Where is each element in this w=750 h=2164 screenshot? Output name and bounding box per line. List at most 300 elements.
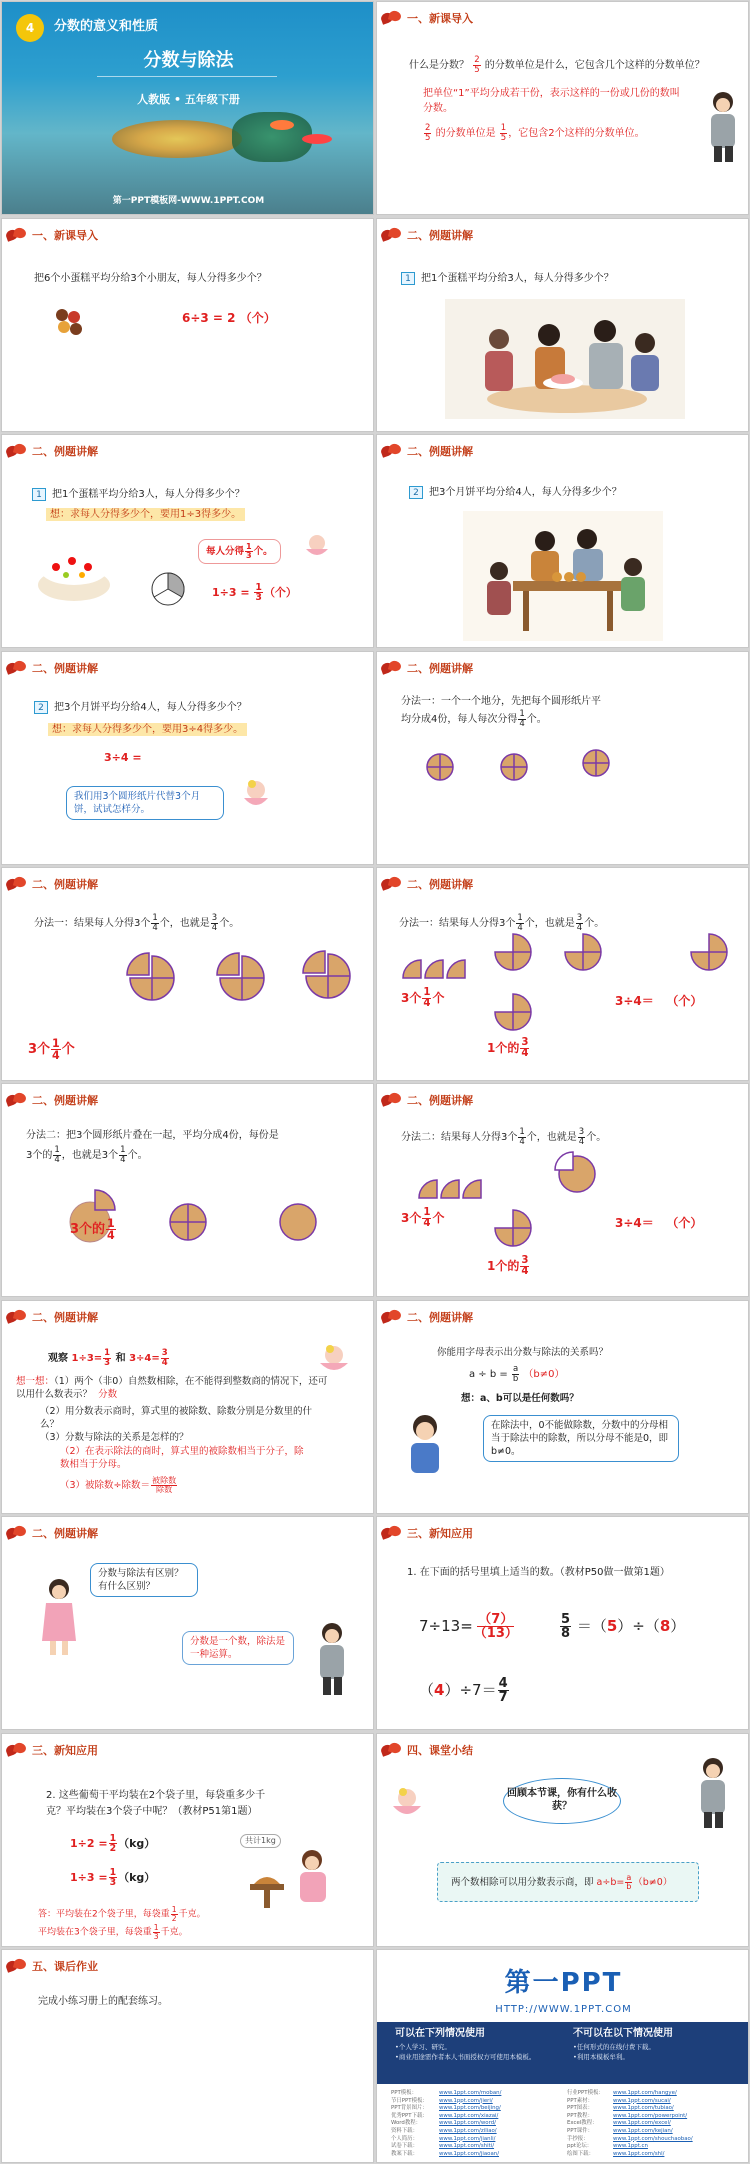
- fraction: [498, 1677, 509, 1704]
- numerator: 1: [519, 709, 525, 719]
- denominator: 4: [54, 1154, 60, 1165]
- link-row[interactable]: [391, 2105, 561, 2113]
- fraction: [254, 583, 263, 603]
- numerator: 1: [52, 1037, 60, 1050]
- link-url[interactable]: www.1ppt.com/jianli/: [439, 2135, 496, 2142]
- result-label: [70, 1218, 117, 1241]
- link-label: PPT课件：: [567, 2127, 593, 2134]
- slide-cover[interactable]: [1, 1, 374, 215]
- answer-2: [38, 1924, 188, 1940]
- three-quarter-circle-icon: [302, 950, 352, 1000]
- method-text-2: [401, 710, 547, 728]
- exercise-line-2: 克？平均装在3个袋子中呢？（教材P51第1题）: [46, 1806, 258, 1817]
- seaweed: [232, 112, 312, 162]
- ans2-unit: 千克。: [160, 1927, 188, 1938]
- leaf-icon: [6, 1743, 28, 1757]
- quarter-pieces-icon: [417, 1178, 483, 1200]
- cherub-icon: [238, 776, 274, 812]
- section-title: 三、新知应用: [32, 1744, 98, 1757]
- slide-method-2-intro[interactable]: [1, 1083, 374, 1297]
- r-text-3: 个。: [586, 1132, 607, 1143]
- link-url[interactable]: www.1ppt.com/hangye/: [613, 2090, 677, 2096]
- denominator: 4: [423, 998, 431, 1010]
- leaf-icon: [6, 444, 28, 458]
- section-header: [381, 658, 473, 678]
- m-text-3: 个。: [127, 1150, 148, 1161]
- link-url[interactable]: www.1ppt.com/xiazai/: [439, 2112, 499, 2119]
- m-text: 3个的: [26, 1150, 53, 1161]
- family-table-illustration: [445, 299, 685, 419]
- numerator: 3: [578, 1127, 585, 1137]
- homework-text: 完成小练习册上的配套练习。: [38, 1996, 168, 2007]
- eq-unit: （个）: [666, 1216, 703, 1230]
- link-row[interactable]: [567, 2098, 743, 2106]
- section-header: [381, 8, 473, 28]
- leaf-icon: [381, 11, 403, 25]
- problem-text: 把3个月饼平均分给4人，每人分得多少个？: [429, 487, 622, 498]
- e3-text: （: [419, 1681, 435, 1699]
- result-text: [399, 914, 604, 932]
- label-text: 3个: [28, 1042, 51, 1058]
- think-label: 想一想：: [16, 1376, 55, 1387]
- unit-title: 分数的意义和性质: [54, 19, 159, 34]
- section-title: 二、例题讲解: [32, 878, 98, 891]
- section-header: [381, 1523, 473, 1543]
- numerator: 1: [255, 582, 262, 593]
- question-2: 想：a、b可以是任何数吗？: [461, 1393, 579, 1404]
- eq-text: 1÷3 =: [212, 585, 250, 599]
- label-unit: 个: [432, 1211, 445, 1226]
- section-header: [381, 441, 473, 461]
- link-label: PPT素材：: [567, 2097, 593, 2104]
- label-3-quarters: [401, 988, 444, 1009]
- e2-text-2: ）÷（: [617, 1617, 660, 1635]
- slide-method-2-result[interactable]: [376, 1083, 749, 1297]
- equation: [615, 1216, 702, 1231]
- quartered-circle-icon: [581, 748, 611, 778]
- fraction: [171, 1906, 178, 1922]
- label-unit: 个: [432, 991, 445, 1006]
- three-quarter-circle-icon: [216, 952, 266, 1002]
- r-text-2: 个，也就是: [526, 1132, 577, 1143]
- label-text: 3个: [401, 1211, 422, 1226]
- e2-text-3: ）: [670, 1617, 686, 1635]
- bubble-unit: 个。: [253, 546, 273, 558]
- fish-icon: [270, 120, 294, 130]
- numerator: 1: [171, 1905, 177, 1914]
- equation: 6÷3 = 2 （个）: [182, 311, 276, 325]
- section-title: 二、例题讲解: [32, 1094, 98, 1107]
- answer-1: [38, 1906, 206, 1922]
- leaf-icon: [381, 1093, 403, 1107]
- section-header: [381, 1740, 473, 1760]
- fraction: [151, 1477, 177, 1494]
- brand-logo: 第一PPT: [504, 1968, 623, 1998]
- numerator: 1: [153, 1923, 159, 1932]
- link-label: Excel教程：: [567, 2120, 598, 2127]
- link-label: 试卷下载：: [391, 2143, 418, 2150]
- allowed-item-1: •个人学习、研究。: [395, 2043, 451, 2051]
- link-row[interactable]: [391, 2090, 561, 2098]
- link-url[interactable]: www.1ppt.com/moban/: [439, 2090, 502, 2096]
- denominator: 4: [211, 922, 218, 933]
- cherub-icon: [302, 531, 332, 561]
- section-title: 二、例题讲解: [32, 662, 98, 675]
- numerator: 4: [498, 1676, 508, 1691]
- section-header: [6, 225, 98, 245]
- slide-method-1-intro[interactable]: [376, 651, 749, 865]
- label-3-quarters: [401, 1208, 444, 1229]
- method-text-1: 分法一：一个一个地分，先把每个圆形纸片平: [401, 696, 601, 707]
- numerator: （7）: [478, 1612, 514, 1627]
- cover-title: 分数与除法: [143, 50, 234, 71]
- problem: [409, 485, 622, 500]
- denominator: 7: [498, 1690, 508, 1705]
- denominator: 3: [104, 1357, 111, 1368]
- e3-answer: 4: [434, 1681, 445, 1699]
- condition: （b≠0）: [633, 1877, 673, 1889]
- section-title: 二、例题讲解: [407, 445, 473, 458]
- link-row[interactable]: [391, 2143, 561, 2151]
- link-url[interactable]: www.1ppt.com/shl/: [613, 2150, 665, 2157]
- link-url[interactable]: www.1ppt.com/sucai/: [613, 2097, 671, 2104]
- link-url[interactable]: www.1ppt.com/shouchaobao/: [613, 2135, 693, 2142]
- result-text: [34, 914, 239, 932]
- denominator: 4: [120, 1154, 126, 1165]
- leaf-icon: [6, 1310, 28, 1324]
- three-quarter-circle-icon: [126, 952, 176, 1002]
- family-mooncake-illustration: [463, 511, 663, 641]
- problem-text: 把6个小蛋糕平均分给3个小朋友，每人分得多少个？: [34, 273, 267, 284]
- fraction: [109, 1834, 118, 1854]
- exercise-3: [419, 1677, 510, 1704]
- answer-bubble: 分数是一个数，除法是一种运算。: [182, 1631, 294, 1665]
- slide-credits[interactable]: [376, 1949, 749, 2163]
- fraction: [109, 1868, 118, 1888]
- numerator: 1: [107, 1217, 115, 1230]
- denominator: 4: [519, 718, 525, 729]
- equation-1: [70, 1834, 155, 1854]
- numerator: 1: [54, 1145, 60, 1155]
- r-text-2: 个，也就是: [159, 918, 210, 929]
- leaf-icon: [6, 877, 28, 891]
- answer-2: [423, 124, 683, 142]
- hint-text: 想：求每人分得多少个，要用1÷3得多少。: [46, 508, 245, 521]
- slide-method-1-result[interactable]: [1, 867, 374, 1081]
- section-title: 二、例题讲解: [407, 662, 473, 675]
- link-row[interactable]: [391, 2128, 561, 2136]
- label-1-of: [487, 1256, 530, 1277]
- e2-answer-b: 8: [659, 1617, 671, 1635]
- denominator: 4: [161, 1357, 168, 1368]
- ans2-text: 平均装在3个袋子里，每袋重: [38, 1927, 152, 1938]
- hint-text: 想：求每人分得多少个，要用3÷4得多少。: [48, 723, 247, 736]
- denominator: 3: [255, 592, 262, 604]
- fraction: [422, 988, 431, 1009]
- eq-unit: （个）: [666, 994, 703, 1008]
- m-text: 均分成4份，每人每次分得: [401, 714, 518, 725]
- denominator: 4: [578, 1136, 585, 1147]
- section-title: 二、例题讲解: [407, 878, 473, 891]
- quartered-circle-icon: [425, 752, 455, 782]
- numerator: 被除数: [152, 1476, 177, 1485]
- denominator: 4: [107, 1229, 115, 1243]
- formula-text: a ÷ b =: [469, 1369, 508, 1380]
- problem: [34, 700, 247, 715]
- r-text-3: 个。: [584, 918, 605, 929]
- slide-intro-1[interactable]: [376, 1, 749, 215]
- link-url[interactable]: www.1ppt.com/excel/: [613, 2120, 671, 2127]
- cherub-icon: [389, 1784, 425, 1824]
- forbidden-item-1: •任何形式的在线付费下载。: [573, 2043, 655, 2051]
- unit-badge: 4: [16, 14, 44, 42]
- section-header: [6, 1740, 98, 1760]
- slide-practice-2[interactable]: [1, 1733, 374, 1947]
- link-url[interactable]: www.1ppt.com/word/: [439, 2120, 496, 2127]
- a2-text-2: ，它包含2个这样的分数单位。: [508, 128, 645, 139]
- summary-label: 两个数相除可以用分数表示商，即: [451, 1877, 594, 1889]
- denominator: 4: [521, 1048, 529, 1060]
- slide-intro-2[interactable]: [1, 218, 374, 432]
- cake-icon: [36, 539, 112, 605]
- link-row[interactable]: [567, 2090, 743, 2098]
- edition-label: 人教版 • 五年级下册: [137, 93, 240, 106]
- denominator: 4: [52, 1049, 60, 1063]
- label-1-of: [487, 1038, 530, 1059]
- hint: [48, 722, 247, 737]
- numerator: 2: [425, 123, 431, 133]
- numerator: 1: [500, 123, 507, 133]
- slide-letters[interactable]: [376, 1300, 749, 1514]
- denominator: 3: [109, 1877, 117, 1889]
- hint: [46, 507, 245, 522]
- denominator: 5: [425, 132, 431, 143]
- slide-observe[interactable]: [1, 1300, 374, 1514]
- e2-text: ＝（: [576, 1617, 607, 1635]
- numerator: 3: [211, 913, 218, 923]
- section-title: 二、例题讲解: [32, 445, 98, 458]
- slide-example-1-solution[interactable]: [1, 434, 374, 648]
- allowed-item-2: •商业用途需作者本人书面授权方可使用本模板。: [395, 2053, 536, 2061]
- question: [409, 56, 705, 74]
- numerator: 1: [246, 542, 252, 551]
- numerator: a: [512, 1364, 519, 1374]
- fraction: [161, 1349, 169, 1367]
- numerator: 3: [521, 1255, 529, 1266]
- three-quarter-circle-icon: [689, 932, 729, 972]
- link-url[interactable]: www.1ppt.com/shiti/: [439, 2143, 495, 2150]
- fraction: [422, 1208, 431, 1229]
- link-url[interactable]: www.1ppt.com/jiaoan/: [439, 2150, 500, 2157]
- exercise-1: [419, 1613, 519, 1640]
- formula: [469, 1365, 564, 1383]
- leaf-icon: [6, 228, 28, 242]
- q-text: 什么是分数？: [409, 60, 469, 71]
- section-title: 五、课后作业: [32, 1960, 98, 1973]
- problem-text: 把3个月饼平均分给4人，每人分得多少个？: [54, 702, 247, 713]
- denominator: 8: [561, 1626, 571, 1641]
- link-row[interactable]: [567, 2151, 743, 2159]
- link-url[interactable]: www.1ppt.com/ziliao/: [439, 2127, 497, 2134]
- denominator: 除数: [156, 1485, 173, 1495]
- question-2: （2）用分数表示商时，算式里的被除数、除数分别是分数里的什么？: [40, 1406, 313, 1430]
- full-circle-icon: [278, 1202, 318, 1242]
- numerator: 2: [474, 55, 480, 65]
- label-text: 1个的: [487, 1259, 520, 1274]
- link-url[interactable]: www.1ppt.com/tubiao/: [613, 2105, 674, 2112]
- slide-example-1[interactable]: [376, 218, 749, 432]
- fraction: [512, 1365, 519, 1383]
- link-url[interactable]: www.1ppt.com/powerpoint/: [613, 2112, 688, 2119]
- link-row[interactable]: [567, 2143, 743, 2151]
- link-label: 个人简历：: [391, 2135, 418, 2142]
- fraction: [211, 914, 218, 932]
- section-header: [381, 1090, 473, 1110]
- numerator: a: [626, 1873, 632, 1882]
- link-row[interactable]: [567, 2128, 743, 2136]
- link-row[interactable]: [391, 2120, 561, 2128]
- link-url[interactable]: www.1ppt.cn: [613, 2143, 648, 2150]
- link-label: PPT背景图片：: [391, 2105, 428, 2112]
- explanation-bubble: 在除法中，0不能做除数，分数中的分母相当于除法中的除数，所以分母不能是0，即b≠0。: [483, 1415, 679, 1462]
- fraction: [578, 1128, 585, 1146]
- label-text: 1个的: [487, 1041, 520, 1056]
- leaf-icon: [381, 1526, 403, 1540]
- leaf-icon: [381, 228, 403, 242]
- slide-homework[interactable]: [1, 1949, 374, 2163]
- fraction: [51, 1038, 61, 1061]
- eq2-text: 1÷3 =: [70, 1870, 108, 1884]
- allowed-title: 可以在下列情况使用: [395, 2028, 485, 2039]
- link-url[interactable]: www.1ppt.com/kejian/: [613, 2127, 673, 2134]
- fraction: [473, 56, 480, 74]
- q1-text: （1）两个（非0）自然数相除，在不能得到整数商的情况下，还可以用什么数表示？: [16, 1376, 328, 1400]
- section-header: [6, 1307, 98, 1327]
- link-url[interactable]: www.1ppt.com/beijing/: [439, 2105, 501, 2112]
- section-title: 二、例题讲解: [32, 1527, 98, 1540]
- section-title: 一、新课导入: [32, 229, 98, 242]
- slide-practice-1[interactable]: [376, 1516, 749, 1730]
- section-header: [6, 441, 98, 461]
- stacked-circles-icon: [553, 1150, 597, 1194]
- m-unit: 个。: [526, 714, 547, 725]
- q-text-2: 的分数单位是什么，它包含几个这样的分数单位？: [484, 60, 705, 71]
- denominator: 5: [474, 64, 480, 75]
- leaf-icon: [6, 1526, 28, 1540]
- brand-url[interactable]: HTTP://WWW.1PPT.COM: [495, 2004, 632, 2015]
- denominator: 3: [246, 551, 252, 561]
- fraction: [520, 1256, 529, 1277]
- link-url[interactable]: www.1ppt.com/jieri/: [439, 2097, 493, 2104]
- link-label: 手抄报：: [567, 2135, 589, 2142]
- equation: [212, 583, 297, 603]
- r-text: 分法一：结果每人分得3个: [399, 918, 516, 929]
- teacher-illustration: [699, 90, 745, 162]
- fraction: [518, 710, 525, 728]
- link-label: PPT图表：: [567, 2105, 593, 2112]
- equation: 3÷4 =: [104, 751, 142, 764]
- eq1-text: 1÷2 =: [70, 1836, 108, 1850]
- slide-method-1-equation[interactable]: [376, 867, 749, 1081]
- fraction: [119, 1146, 126, 1164]
- observe-label: 观察: [48, 1353, 68, 1364]
- answer-2: （2）在表示除法的商时，算式里的被除数相当于分子，除数相当于分母。: [60, 1446, 304, 1470]
- m-text-2: ，也就是3个: [61, 1150, 119, 1161]
- link-label: 节日PPT模板：: [391, 2097, 428, 2104]
- ans1-text: 答：平均装在2个袋子里，每袋重: [38, 1909, 170, 1920]
- fraction: [151, 914, 158, 932]
- link-row[interactable]: [391, 2151, 561, 2159]
- quartered-circle-icon: [168, 1202, 208, 1242]
- result-bubble: [198, 539, 281, 564]
- slide-example-2[interactable]: [376, 434, 749, 648]
- fraction: [518, 1128, 525, 1146]
- denominator: 3: [153, 1931, 159, 1941]
- eq2: 3÷4=: [129, 1353, 160, 1364]
- fraction: [474, 1613, 518, 1640]
- slide-summary[interactable]: [376, 1733, 749, 1947]
- links-left: [391, 2090, 561, 2158]
- denominator: （13）: [473, 1626, 518, 1641]
- e2-answer-a: 5: [606, 1617, 618, 1635]
- slide-example-2-hint[interactable]: [1, 651, 374, 865]
- slide-difference[interactable]: [1, 1516, 374, 1730]
- eq-text: 3÷4＝: [615, 1216, 654, 1230]
- example-number: 1: [401, 272, 415, 285]
- boy-illustration: [403, 1413, 447, 1479]
- numerator: 3: [161, 1348, 168, 1358]
- link-row[interactable]: [567, 2136, 743, 2144]
- denominator: 5: [500, 132, 507, 143]
- ans1-unit: 千克。: [178, 1909, 206, 1920]
- numerator: 1: [120, 1145, 126, 1155]
- equation-2: [70, 1868, 155, 1888]
- link-label: 绘图下载：: [567, 2150, 594, 2157]
- and-label: 和: [115, 1353, 126, 1364]
- coral-reef: [112, 120, 242, 158]
- denominator: 2: [109, 1843, 117, 1855]
- denominator: 4: [517, 922, 523, 933]
- link-label: PPT教程：: [567, 2112, 593, 2119]
- leaf-icon: [381, 661, 403, 675]
- fraction: [424, 124, 431, 142]
- label-text: 3个: [401, 991, 422, 1006]
- section-header: [381, 874, 473, 894]
- teacher-illustration: [689, 1756, 735, 1828]
- problem: [32, 487, 245, 502]
- link-label: 资料下载：: [391, 2127, 418, 2134]
- answer-1: 把单位“1”平均分成若干份，表示这样的一份或几份的数叫分数。: [423, 88, 680, 114]
- exercise-question: 1. 在下面的括号里填上适当的数。（教材P50做一做第1题）: [407, 1567, 670, 1578]
- fraction: [53, 1146, 60, 1164]
- numerator: 1: [423, 987, 431, 998]
- question: 你能用字母表示出分数与除法的关系吗？: [437, 1347, 609, 1358]
- leaf-icon: [381, 1743, 403, 1757]
- denominator: 2: [171, 1913, 177, 1923]
- eq1-unit: （kg）: [118, 1836, 156, 1850]
- method-text-1: 分法二：把3个圆形纸片叠在一起，平均分成4份，每份是: [26, 1130, 279, 1141]
- fraction: [153, 1924, 160, 1940]
- link-row[interactable]: [567, 2120, 743, 2128]
- link-row[interactable]: [567, 2105, 743, 2113]
- girl-illustration: [40, 1577, 78, 1657]
- quarter-pieces-icon: [401, 958, 467, 980]
- a1-text: 分数: [98, 1389, 118, 1400]
- denominator: 4: [576, 922, 583, 933]
- link-label: Word教程：: [391, 2120, 422, 2127]
- leaf-icon: [381, 1310, 403, 1324]
- numerator: 5: [561, 1612, 571, 1627]
